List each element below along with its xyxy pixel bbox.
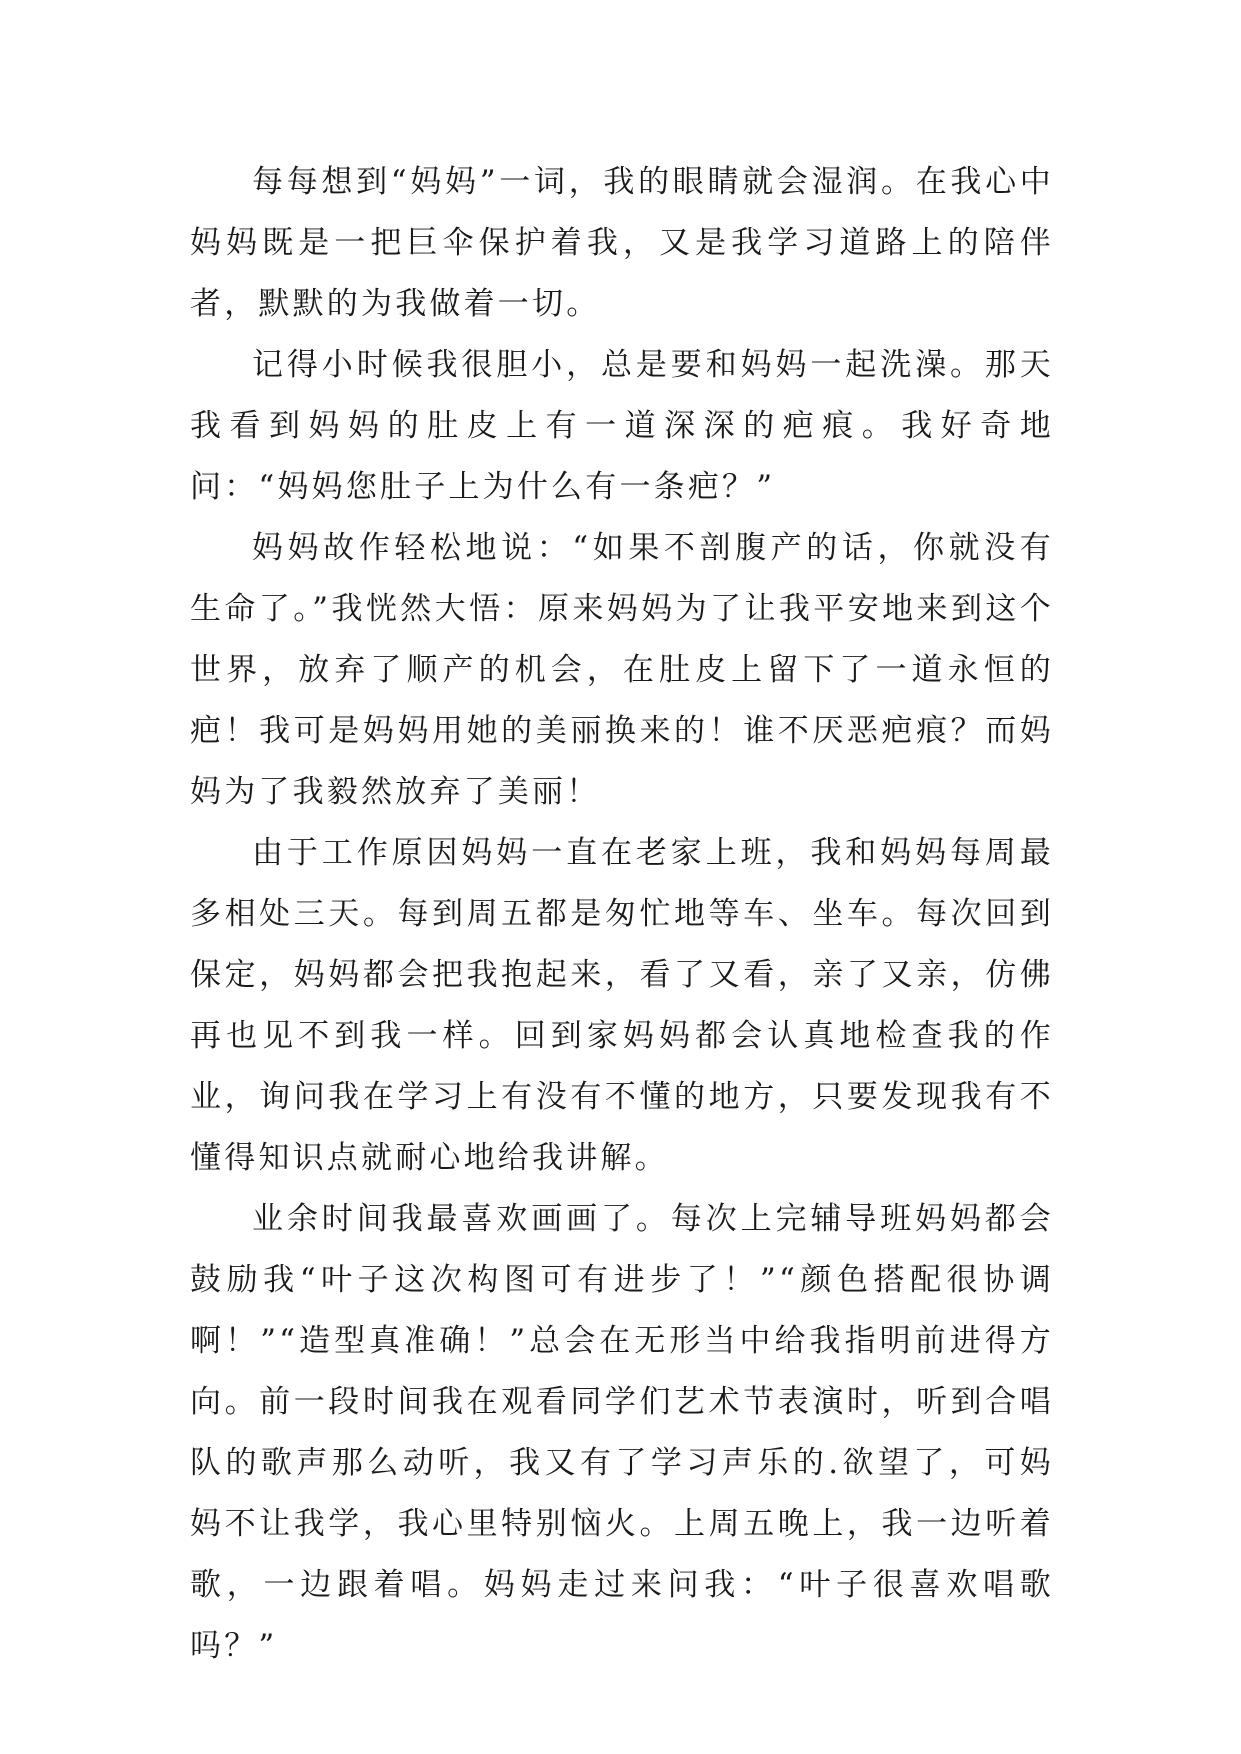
document-body [190,152,1054,1677]
paragraph-3: 妈妈故作轻松地说：“如果不剖腹产的话，你就没有生命了。”我恍然大悟：原来妈妈为了让我平安地来到这个世界，放弃了顺产的机会，在肚皮上留下了一道永恒的疤！我可是妈妈用她的美丽换来的！谁不厌恶疤痕？而妈妈为了我毅然放弃了美丽！ [190,530,1054,810]
paragraph-2: 记得小时候我很胆小，总是要和妈妈一起洗澡。那天我看到妈妈的肚皮上有一道深深的疤痕。我好奇地问：“妈妈您肚子上为什么有一条疤？” [190,347,1054,505]
paragraph-5: 业余时间我最喜欢画画了。每次上完辅导班妈妈都会鼓励我“叶子这次构图可有进步了！”“颜色搭配很协调啊！”“造型真准确！”总会在无形当中给我指明前进得方向。前一段时间我在观看同学们艺术节表演时，听到合唱队的歌声那么动听，我又有了学习声乐的.欲望了，可妈妈不让我学，我心里特别恼火。上周五晚上，我一边听着歌，一边跟着唱。妈妈走过来问我：“叶子很喜欢唱歌吗？” [190,1201,1054,1664]
paragraph-1: 每每想到“妈妈”一词，我的眼睛就会湿润。在我心中妈妈既是一把巨伞保护着我，又是我学习道路上的陪伴者，默默的为我做着一切。 [190,164,1054,322]
paragraph-4: 由于工作原因妈妈一直在老家上班，我和妈妈每周最多相处三天。每到周五都是匆忙地等车、坐车。每次回到保定，妈妈都会把我抱起来，看了又看，亲了又亲，仿佛再也见不到我一样。回到家妈妈都会认真地检查我的作业，询问我在学习上有没有不懂的地方，只要发现我有不懂得知识点就耐心地给我讲解。 [190,835,1054,1176]
